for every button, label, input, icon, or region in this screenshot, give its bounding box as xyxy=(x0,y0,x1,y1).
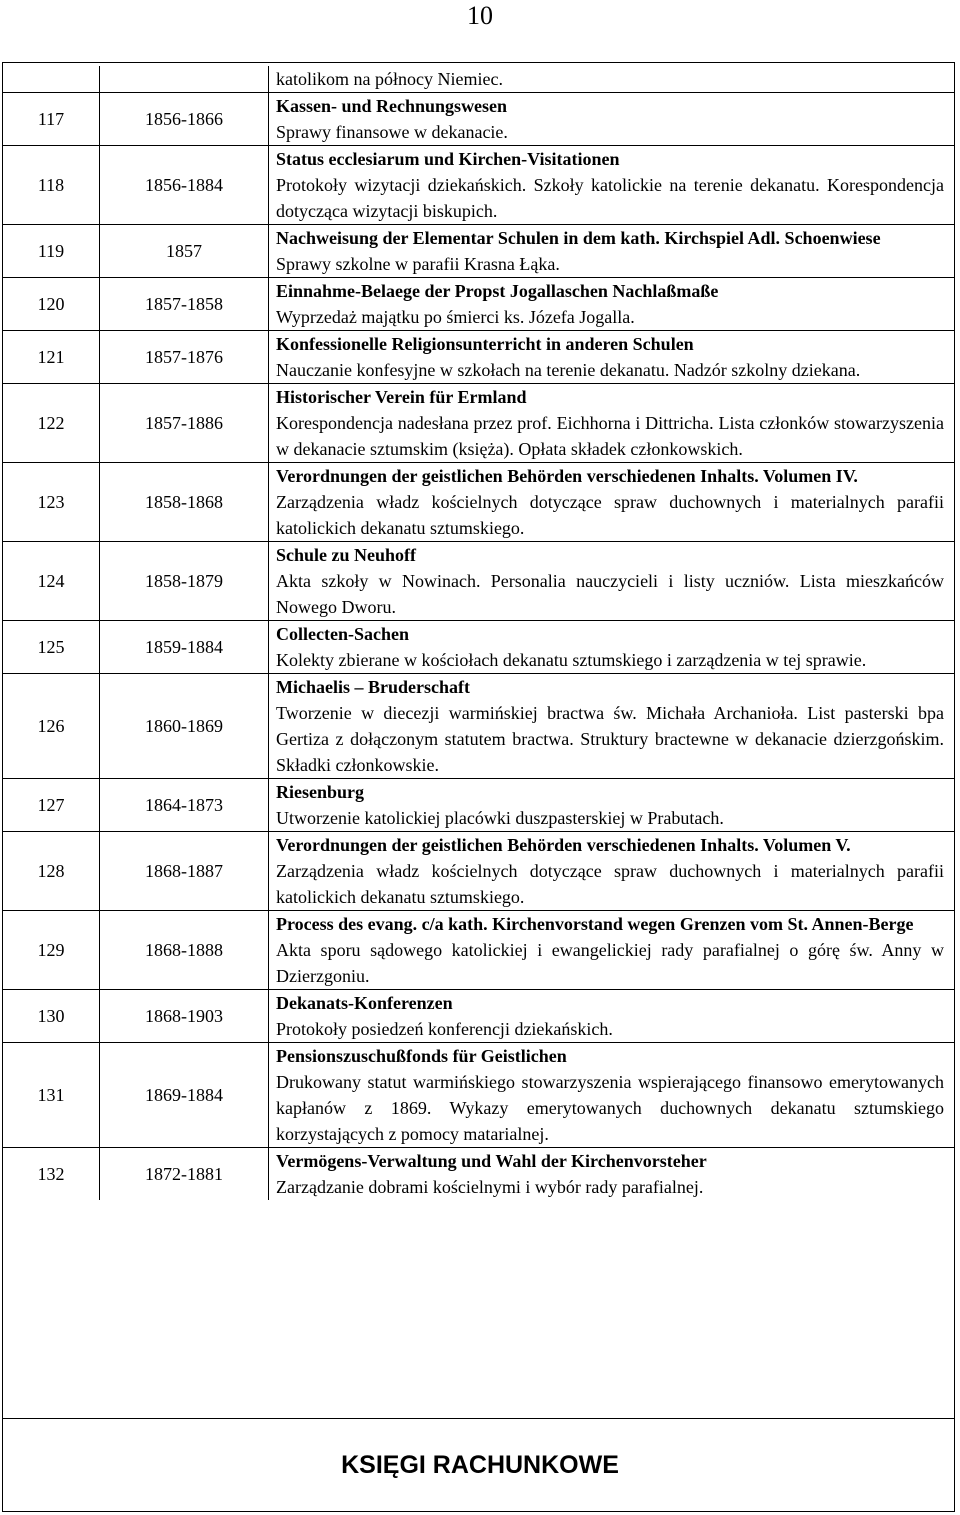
entry-polish-summary: Sprawy szkolne w parafii Krasna Łąka. xyxy=(276,254,560,274)
entry-description xyxy=(269,93,955,146)
entry-years: 1872-1881 xyxy=(100,1148,269,1201)
entry-number: 120 xyxy=(3,278,100,331)
entry-description xyxy=(269,146,955,225)
table-row xyxy=(3,542,955,621)
entry-polish-summary: Nauczanie konfesyjne w szkołach na terenie dekanatu. Nadzór szkolny dziekana. xyxy=(276,360,861,380)
entry-german-title: Dekanats-Konferenzen xyxy=(276,993,453,1013)
entry-german-title: Historischer Verein für Ermland xyxy=(276,387,527,407)
entry-polish-summary: Tworzenie w diecezji warmińskiej bractwa św. Michała Archanioła. List pasterski bpa Gertiza z dołączonym statutem bractwa. Struktury bractewne w dekanacie dzierzgońskim. Składki członkowskie. xyxy=(276,703,944,775)
entry-polish-summary: katolikom na północy Niemiec. xyxy=(276,69,503,89)
entry-polish-summary: Akta szkoły w Nowinach. Personalia nauczycieli i listy uczniów. Lista mieszkańców Nowego Dworu. xyxy=(276,571,944,617)
entry-polish-summary: Akta sporu sądowego katolickiej i ewangelickiej rady parafialnej o górę św. Anny w Dzierzgoniu. xyxy=(276,940,944,986)
entry-polish-summary: Zarządzenia władz kościelnych dotyczące spraw duchownych i materialnych parafii katolickich dekanatu sztumskiego. xyxy=(276,492,944,538)
entry-years: 1858-1868 xyxy=(100,463,269,542)
section-heading: KSIĘGI RACHUNKOWE xyxy=(341,1451,619,1479)
entry-german-title: Nachweisung der Elementar Schulen in dem kath. Kirchspiel Adl. Schoenwiese xyxy=(276,228,881,248)
entry-number xyxy=(3,66,100,93)
entry-years: 1856-1866 xyxy=(100,93,269,146)
page-number: 10 xyxy=(467,1,493,30)
table-row xyxy=(3,621,955,674)
entry-number: 117 xyxy=(3,93,100,146)
entry-number: 125 xyxy=(3,621,100,674)
table-row xyxy=(3,331,955,384)
table-row xyxy=(3,779,955,832)
table-row xyxy=(3,66,955,93)
entry-german-title: Pensionszuschußfonds für Geistlichen xyxy=(276,1046,567,1066)
entry-number: 130 xyxy=(3,990,100,1043)
entry-german-title: Einnahme-Belaege der Propst Jogallaschen Nachlaßmaße xyxy=(276,281,719,301)
table-row xyxy=(3,278,955,331)
entry-years: 1868-1903 xyxy=(100,990,269,1043)
entry-years: 1856-1884 xyxy=(100,146,269,225)
entry-description xyxy=(269,832,955,911)
entry-number: 118 xyxy=(3,146,100,225)
entry-description xyxy=(269,1148,955,1201)
entry-years: 1864-1873 xyxy=(100,779,269,832)
entry-polish-summary: Zarządzanie dobrami kościelnymi i wybór rady parafialnej. xyxy=(276,1177,704,1197)
table-row xyxy=(3,93,955,146)
entry-german-title: Kassen- und Rechnungswesen xyxy=(276,96,508,116)
entry-description xyxy=(269,911,955,990)
entry-german-title: Collecten-Sachen xyxy=(276,624,409,644)
entry-description xyxy=(269,384,955,463)
entry-number: 119 xyxy=(3,225,100,278)
entry-years xyxy=(100,66,269,93)
entry-description xyxy=(269,542,955,621)
entry-german-title: Vermögens-Verwaltung und Wahl der Kirchenvorsteher xyxy=(276,1151,707,1171)
entry-description xyxy=(269,463,955,542)
entry-number: 132 xyxy=(3,1148,100,1201)
entry-polish-summary: Protokoły posiedzeń konferencji dziekańskich. xyxy=(276,1019,613,1039)
entry-polish-summary: Kolekty zbierane w kościołach dekanatu sztumskiego i zarządzenia w tej sprawie. xyxy=(276,650,867,670)
entry-number: 123 xyxy=(3,463,100,542)
archive-catalog-table xyxy=(2,66,955,1200)
entry-polish-summary: Sprawy finansowe w dekanacie. xyxy=(276,122,508,142)
entry-description xyxy=(269,621,955,674)
entry-german-title: Schule zu Neuhoff xyxy=(276,545,417,565)
entry-number: 126 xyxy=(3,674,100,779)
entry-polish-summary: Wyprzedaż majątku po śmierci ks. Józefa Jogalla. xyxy=(276,307,635,327)
entry-number: 128 xyxy=(3,832,100,911)
table-row xyxy=(3,911,955,990)
entry-polish-summary: Utworzenie katolickiej placówki duszpasterskiej w Prabutach. xyxy=(276,808,724,828)
entry-number: 124 xyxy=(3,542,100,621)
table-row xyxy=(3,463,955,542)
entry-number: 121 xyxy=(3,331,100,384)
catalog-rows xyxy=(3,66,955,1200)
entry-description xyxy=(269,66,955,93)
entry-german-title: Konfessionelle Religionsunterricht in anderen Schulen xyxy=(276,334,694,354)
entry-description xyxy=(269,990,955,1043)
entry-polish-summary: Drukowany statut warmińskiego stowarzyszenia wspierającego finansowo emerytowanych kapłanów z 1869. Wykazy emerytowanych duchownych dekanatu sztumskiego korzystających z pomocy matarialnej. xyxy=(276,1072,944,1144)
table-row xyxy=(3,1043,955,1148)
entry-german-title: Process des evang. c/a kath. Kirchenvorstand wegen Grenzen vom St. Annen-Berge xyxy=(276,914,914,934)
entry-years: 1869-1884 xyxy=(100,1043,269,1148)
entry-german-title: Status ecclesiarum und Kirchen-Visitationen xyxy=(276,149,620,169)
entry-years: 1868-1888 xyxy=(100,911,269,990)
entry-polish-summary: Korespondencja nadesłana przez prof. Eichhorna i Dittricha. Lista członków stowarzyszenia w dekanacie sztumskim (księża). Opłata składek członkowskich. xyxy=(276,413,944,459)
table-row xyxy=(3,146,955,225)
entry-years: 1857-1876 xyxy=(100,331,269,384)
entry-number: 122 xyxy=(3,384,100,463)
entry-description xyxy=(269,779,955,832)
entry-description xyxy=(269,1043,955,1148)
table-row xyxy=(3,674,955,779)
table-row xyxy=(3,1148,955,1201)
entry-description xyxy=(269,331,955,384)
table-row xyxy=(3,832,955,911)
table-row xyxy=(3,384,955,463)
table-row xyxy=(3,225,955,278)
entry-description xyxy=(269,674,955,779)
entry-german-title: Riesenburg xyxy=(276,782,365,802)
entry-polish-summary: Zarządzenia władz kościelnych dotyczące spraw duchownych i materialnych parafii katolickich dekanatu sztumskiego. xyxy=(276,861,944,907)
entry-number: 127 xyxy=(3,779,100,832)
entry-number: 129 xyxy=(3,911,100,990)
entry-years: 1859-1884 xyxy=(100,621,269,674)
entry-number: 131 xyxy=(3,1043,100,1148)
entry-german-title: Michaelis – Bruderschaft xyxy=(276,677,470,697)
entry-years: 1860-1869 xyxy=(100,674,269,779)
entry-years: 1857-1858 xyxy=(100,278,269,331)
entry-description xyxy=(269,278,955,331)
entry-years: 1857-1886 xyxy=(100,384,269,463)
table-row xyxy=(3,990,955,1043)
entry-years: 1858-1879 xyxy=(100,542,269,621)
entry-years: 1868-1887 xyxy=(100,832,269,911)
entry-polish-summary: Protokoły wizytacji dziekańskich. Szkoły katolickie na terenie dekanatu. Korespondencja dotycząca wizytacji biskupich. xyxy=(276,175,944,221)
entry-german-title: Verordnungen der geistlichen Behörden verschiedenen Inhalts. Volumen IV. xyxy=(276,466,858,486)
entry-german-title: Verordnungen der geistlichen Behörden verschiedenen Inhalts. Volumen V. xyxy=(276,835,851,855)
entry-description xyxy=(269,225,955,278)
entry-years: 1857 xyxy=(100,225,269,278)
